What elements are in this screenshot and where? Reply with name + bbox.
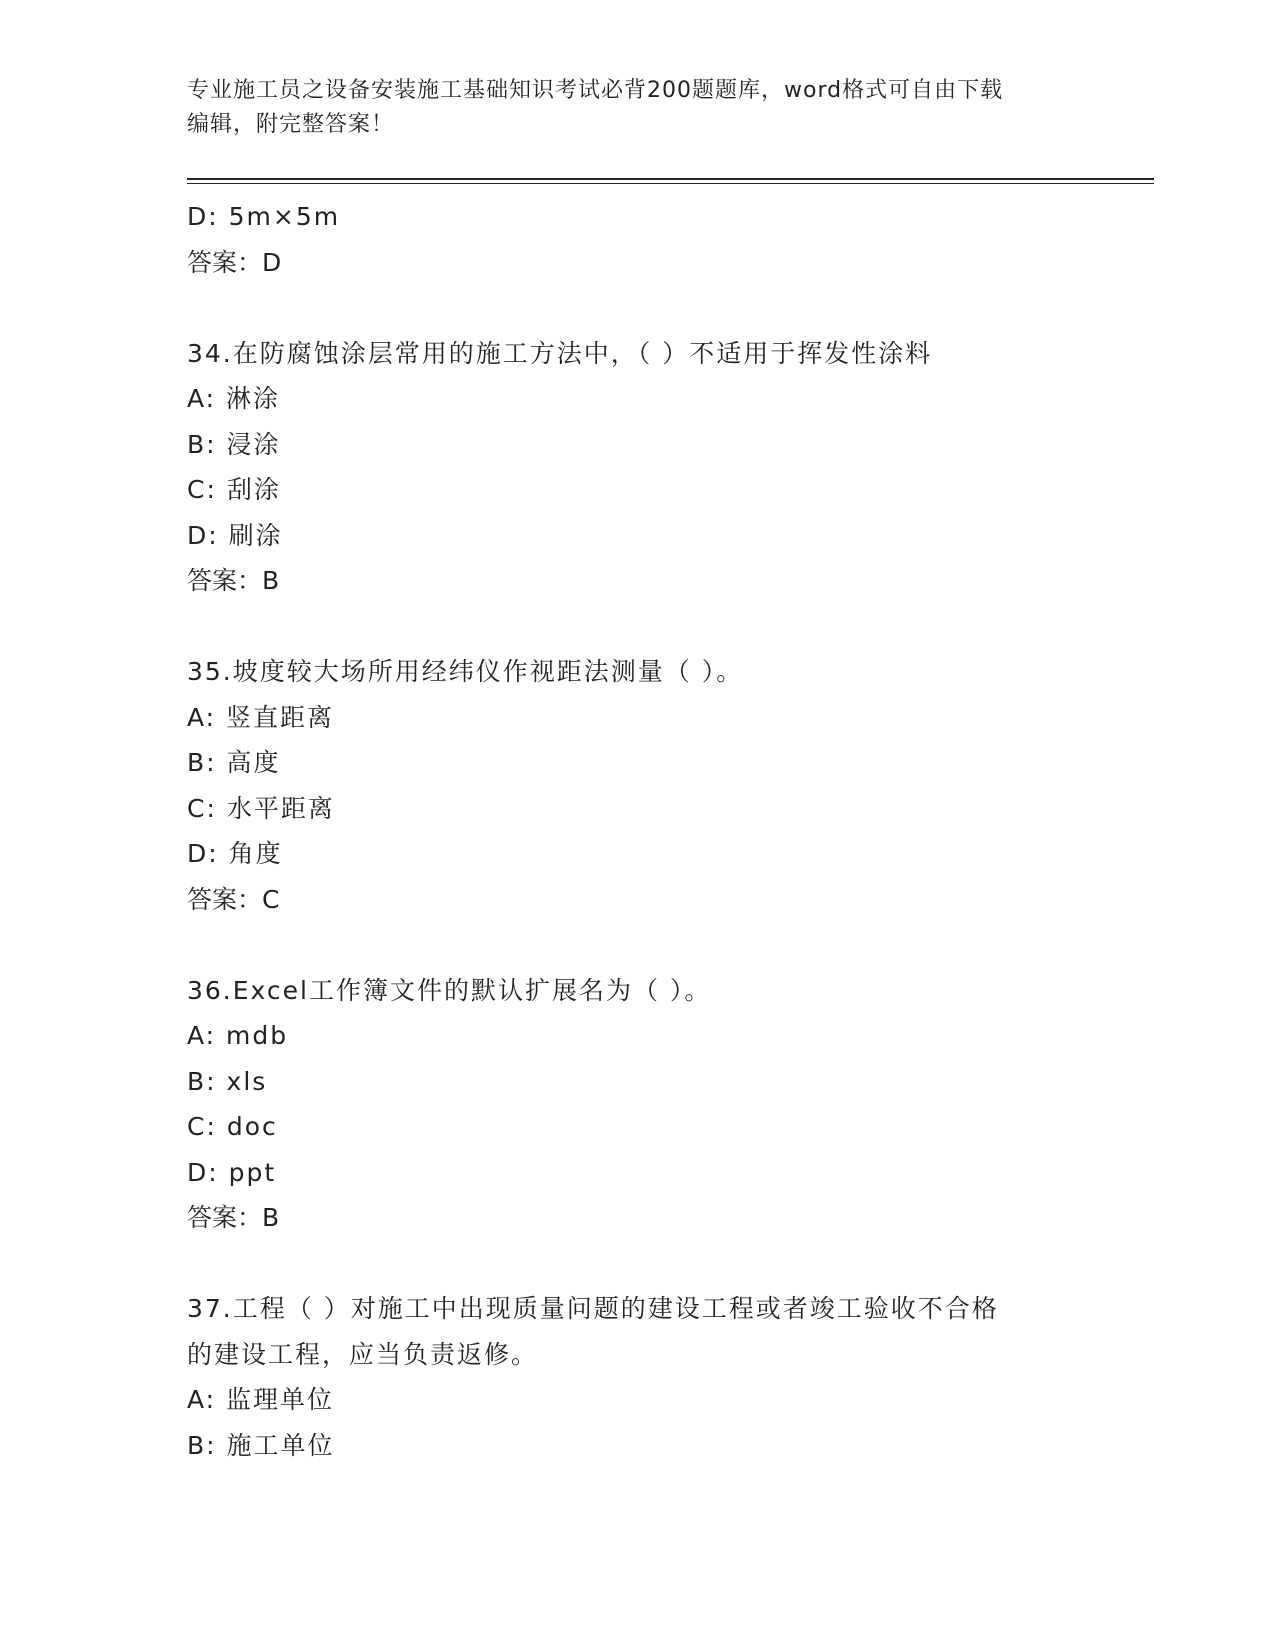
question-stem: 34.在防腐蚀涂层常用的施工方法中，（ ）不适用于挥发性涂料 [187,338,933,368]
option-c: C: 水平距离 [187,793,335,823]
option-b: B: 施工单位 [187,1430,335,1460]
option-d: D: 5m×5m [187,202,341,231]
option-a: A: 监理单位 [187,1385,335,1414]
answer-line: 答案：C [187,884,280,914]
option-d: D: ppt [187,1157,277,1187]
document-header [187,74,1067,142]
question-stem: 36.Excel工作簿文件的默认扩展名为（ ）。 [187,975,712,1005]
answer-line: 答案：D [187,247,282,277]
header-line-2: 编辑，附完整答案！ [187,112,395,137]
option-a: A: mdb [187,1021,289,1050]
question-stem: 37.工程（ ）对施工中出现质量问题的建设工程或者竣工验收不合格 [187,1294,999,1323]
option-a: A: 竖直距离 [187,702,335,732]
option-b: B: xls [187,1066,268,1096]
option-d: D: 角度 [187,839,283,868]
option-a: A: 淋涂 [187,384,281,413]
spacer [187,1241,1087,1287]
spacer [187,285,1087,331]
option-b: B: 高度 [187,748,281,777]
option-c: C: doc [187,1112,278,1141]
answer-line: 答案：B [187,566,280,595]
spacer [187,604,1087,650]
question-list [187,194,1087,1468]
option-d: D: 刷涂 [187,520,283,550]
answer-line: 答案：B [187,1203,280,1232]
option-c: C: 刮涂 [187,475,281,504]
header-rule-thick [187,178,1154,180]
spacer [187,922,1087,968]
header-line-1: 专业施工员之设备安装施工基础知识考试必背200题题库，word格式可自由下载 [187,78,1004,103]
header-rule-thin [187,183,1154,184]
question-stem-continued: 的建设工程，应当负责返修。 [187,1339,539,1369]
question-stem: 35.坡度较大场所用经纬仪作视距法测量（ ）。 [187,657,744,686]
option-b: B: 浸涂 [187,429,281,459]
